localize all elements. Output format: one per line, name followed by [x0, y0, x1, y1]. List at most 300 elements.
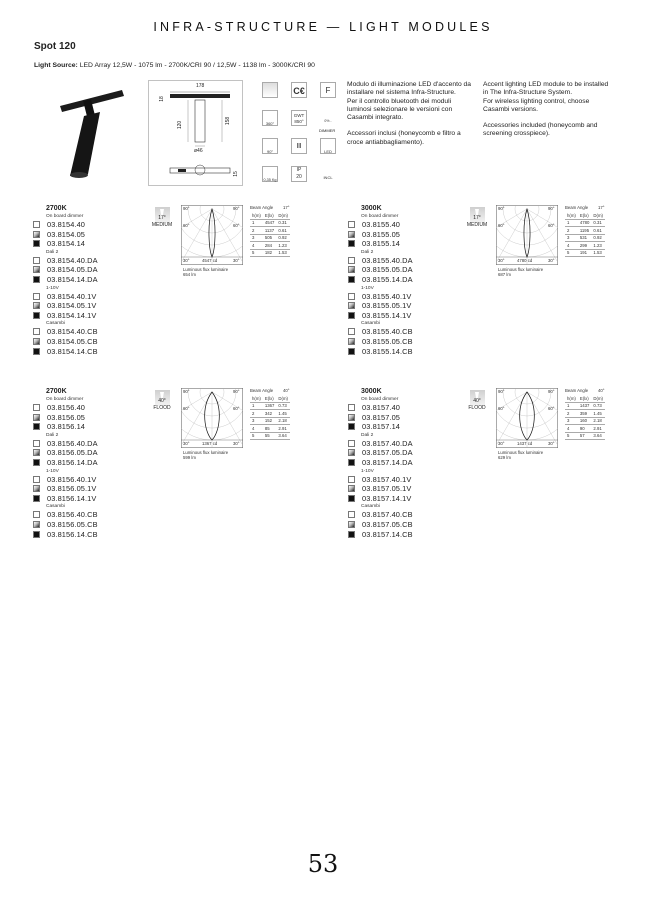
product-code: 03.8155.40.1V: [362, 291, 412, 301]
finish-swatch: [33, 521, 40, 528]
finish-swatch: [348, 221, 355, 228]
product-code: 03.8154.40.1V: [47, 291, 97, 301]
beam-angle: 17°: [473, 215, 481, 221]
finish-swatch: [33, 302, 40, 309]
finish-swatch: [33, 338, 40, 345]
product-code: 03.8155.05.DA: [362, 265, 413, 275]
dim-15: 15: [232, 171, 239, 177]
luminous-flux-value: 654 lm: [183, 272, 196, 277]
angle-60-left: 60°: [498, 406, 505, 411]
beam-table-title: Beam Angle 17°: [565, 205, 605, 210]
center-intensity: 4547 cd: [202, 258, 218, 263]
product-code: 03.8155.05.CB: [362, 337, 413, 346]
finish-swatch: [348, 302, 355, 309]
product-code: 03.8157.14: [362, 422, 400, 432]
angle-30-left: 30°: [183, 258, 190, 263]
beam-table-cell: 191: [578, 249, 592, 257]
dimmer-label: DIMMER: [319, 128, 336, 133]
angle-30-left: 30°: [498, 441, 505, 446]
honeycomb-icon: Ⅲ: [291, 138, 307, 154]
product-code: 03.8154.14.DA: [47, 275, 98, 284]
finish-swatch: [348, 293, 355, 300]
product-block-2700k-medium: [33, 205, 333, 375]
beam-table-cell: 505: [263, 234, 277, 242]
product-block-3000k-flood: [348, 388, 646, 558]
beam-table-title: Beam Angle 40°: [565, 388, 605, 393]
table-row: [565, 402, 605, 410]
beam-table-header: D(m): [278, 395, 288, 401]
angle-60-left: 60°: [183, 406, 190, 411]
product-code: 03.8156.05.1V: [47, 484, 97, 494]
beam-table-grid: [250, 212, 290, 257]
luminous-flux-label: Luminous flux luminaire: [183, 267, 229, 272]
dim-158: 158: [225, 116, 232, 126]
beam-table-cell: 0.31: [591, 219, 605, 227]
table-row: [250, 249, 290, 257]
rotate-360-icon: 360°: [262, 110, 278, 126]
group-label: Casambi: [361, 321, 380, 327]
beam-table-cell: 1.45: [276, 410, 290, 418]
table-row: [250, 227, 290, 235]
table-row: [250, 425, 290, 433]
finish-swatch: [348, 414, 355, 421]
table-row: [565, 425, 605, 433]
product-code: 03.8154.14.CB: [47, 346, 98, 356]
beam-table-cell: 3: [250, 234, 263, 242]
beam-table-cell: 0.61: [276, 227, 290, 235]
finish-swatch: [348, 328, 355, 335]
beam-table-cell: 160: [578, 417, 592, 425]
luminous-flux-label: Luminous flux luminaire: [498, 267, 544, 272]
beam-table-cell: 2: [250, 410, 263, 418]
finish-swatch: [33, 257, 40, 264]
table-row: [250, 219, 290, 227]
finish-swatch: [33, 328, 40, 335]
product-code: 03.8157.14.DA: [362, 458, 413, 467]
product-block-2700k-flood: [33, 388, 333, 558]
finish-swatch: [348, 257, 355, 264]
cct-label: 3000K: [361, 388, 382, 395]
table-row: [565, 410, 605, 418]
angle-30-right: 30°: [233, 258, 240, 263]
product-code: 03.8154.40.DA: [47, 255, 98, 265]
beam-table-cell: 4: [250, 242, 263, 250]
finish-swatch: [33, 348, 40, 355]
group-label: 1-10V: [361, 285, 374, 291]
product-code: 03.8155.14.CB: [362, 346, 413, 356]
finish-swatch: [348, 338, 355, 345]
table-row: [565, 219, 605, 227]
luminous-flux-value: 599 lm: [183, 455, 196, 460]
finish-swatch: [33, 485, 40, 492]
group-label: On board dimmer: [46, 397, 84, 402]
beam-table-cell: 1: [250, 219, 263, 227]
beam-table-cell: 2: [565, 410, 578, 418]
table-row: [565, 234, 605, 242]
finish-swatch: [348, 459, 355, 466]
finish-swatch: [348, 449, 355, 456]
product-code: 03.8156.05: [47, 412, 85, 422]
product-code: 03.8154.05.DA: [47, 265, 98, 275]
finish-swatch: [348, 521, 355, 528]
beam-table: [250, 388, 290, 440]
beam-name: FLOOD: [153, 405, 171, 411]
finish-swatch: [348, 276, 355, 283]
product-code: 03.8155.14.DA: [362, 275, 413, 284]
center-intensity: 1437 cd: [517, 441, 533, 446]
product-code: 03.8155.05.1V: [362, 301, 412, 311]
desc-en-2: For wireless lighting control, choose Casambi versions.: [483, 97, 590, 113]
desc-it-2: Per il controllo bluetooth dei moduli luminosi selezionare le versioni con Casambi integrato.: [347, 97, 453, 122]
product-code: 03.8156.14.1V: [47, 493, 97, 503]
beam-table-header: h(m): [567, 212, 576, 218]
beam-table-header: E(lx): [263, 395, 277, 402]
finish-swatch: [348, 495, 355, 502]
beam-table-cell: 2: [250, 227, 263, 235]
beam-table-cell: 3.64: [591, 432, 605, 440]
group-label: On board dimmer: [361, 214, 399, 219]
finish-swatch: [33, 266, 40, 273]
desc-en-3: Accessories included (honeycomb and screening crosspiece).: [483, 122, 598, 138]
cct-label: 2700K: [46, 388, 67, 395]
beam-table-cell: 182: [263, 249, 277, 257]
product-code: 03.8157.05.DA: [362, 448, 413, 458]
polar-diagram: [181, 205, 243, 265]
beam-table-grid: [565, 212, 605, 257]
finish-swatch: [33, 221, 40, 228]
angle-60-right: 60°: [548, 223, 555, 228]
description-italian: [347, 81, 475, 147]
angle-90-left: 90°: [498, 389, 505, 394]
product-code: 03.8155.40.DA: [362, 255, 413, 265]
angle-90-left: 90°: [498, 206, 505, 211]
finish-swatch: [33, 231, 40, 238]
beam-table-title: Beam Angle 17°: [250, 205, 290, 210]
table-row: [250, 234, 290, 242]
angle-90-right: 90°: [548, 389, 555, 394]
beam-table-cell: 1: [250, 402, 263, 410]
dim-18: 18: [158, 96, 165, 102]
center-intensity: 4780 cd: [517, 258, 533, 263]
product-code: 03.8157.40: [362, 403, 400, 412]
finish-swatch: [348, 266, 355, 273]
table-row: [250, 432, 290, 440]
beam-table-cell: 4: [250, 425, 263, 433]
beam-table-cell: 1: [565, 219, 578, 227]
f-mark-icon: F: [320, 82, 336, 98]
beam-table-cell: 1.23: [276, 242, 290, 250]
product-code: 03.8156.14.DA: [47, 458, 98, 467]
finish-swatch: [33, 276, 40, 283]
product-photo: [40, 86, 130, 196]
product-code: 03.8154.05.1V: [47, 301, 97, 311]
angle-60-left: 60°: [498, 223, 505, 228]
beam-table-cell: 531: [578, 234, 592, 242]
beam-table-cell: 3.64: [276, 432, 290, 440]
beam-table-header: D(m): [593, 212, 603, 218]
finish-swatch: [348, 240, 355, 247]
cct-label: 2700K: [46, 205, 67, 212]
light-source-label: Light Source:: [34, 62, 78, 69]
beam-table-cell: 1.23: [591, 242, 605, 250]
product-code: 03.8155.05: [362, 229, 400, 239]
beam-table-title: Beam Angle 40°: [250, 388, 290, 393]
finish-swatch: [348, 511, 355, 518]
beam-table-cell: 1: [565, 402, 578, 410]
beam-table-cell: 284: [263, 242, 277, 250]
beam-icon: [262, 82, 278, 98]
beam-table-cell: 3: [565, 234, 578, 242]
beam-table-cell: 152: [263, 417, 277, 425]
polar-diagram: [181, 388, 243, 448]
product-code: 03.8157.05.CB: [362, 520, 413, 529]
finish-swatch: [348, 440, 355, 447]
polar-diagram: [496, 388, 558, 448]
beam-table-header: D(m): [278, 212, 288, 218]
angle-90-right: 90°: [548, 206, 555, 211]
angle-30-left: 30°: [183, 441, 190, 446]
beam-table-cell: 4: [565, 242, 578, 250]
beam-table-grid: [250, 395, 290, 440]
beam-table-header: D(m): [593, 395, 603, 401]
led-included-icon: LED INCL: [320, 138, 336, 154]
angle-90-right: 90°: [233, 389, 240, 394]
product-code: 03.8156.14: [47, 422, 85, 432]
product-code: 03.8156.40.CB: [47, 510, 98, 520]
product-code: 03.8157.05: [362, 412, 400, 422]
table-row: [565, 417, 605, 425]
beam-table-cell: 90: [578, 425, 592, 433]
ip-rating-icon: IP 20: [291, 166, 307, 182]
table-row: [250, 402, 290, 410]
finish-swatch: [33, 312, 40, 319]
angle-30-left: 30°: [498, 258, 505, 263]
beam-table-header: E(lx): [578, 212, 592, 219]
angle-60-right: 60°: [233, 223, 240, 228]
beam-table-cell: 5: [250, 249, 263, 257]
beam-table-cell: 0.73: [276, 402, 290, 410]
dim-46: ø46: [194, 148, 203, 154]
beam-table-header: h(m): [252, 212, 261, 218]
luminous-flux-label: Luminous flux luminaire: [183, 450, 229, 455]
beam-table-cell: 2: [565, 227, 578, 235]
angle-30-right: 30°: [548, 258, 555, 263]
finish-swatch: [33, 476, 40, 483]
product-code: 03.8155.14.1V: [362, 310, 412, 320]
beam-angle: 40°: [158, 398, 166, 404]
beam-table-cell: 55: [263, 432, 277, 440]
finish-swatch: [348, 423, 355, 430]
beam-table-cell: 0.31: [276, 219, 290, 227]
angle-90-left: 90°: [183, 389, 190, 394]
group-label: 1-10V: [46, 468, 59, 474]
product-code: 03.8156.40.1V: [47, 474, 97, 484]
group-label: 1-10V: [361, 468, 374, 474]
beam-table-cell: 0.61: [591, 227, 605, 235]
group-label: Dali 2: [361, 249, 374, 255]
group-label: Dali 2: [361, 432, 374, 438]
light-source-line: [34, 62, 315, 69]
beam-table-cell: 1367: [264, 403, 275, 409]
polar-diagram: [496, 205, 558, 265]
beam-table-header: E(lx): [263, 212, 277, 219]
product-code: 03.8154.40.CB: [47, 327, 98, 337]
angle-60-right: 60°: [233, 406, 240, 411]
product-code: 03.8155.40: [362, 220, 400, 229]
product-code: 03.8156.05.DA: [47, 448, 98, 458]
group-label: Casambi: [46, 321, 65, 327]
product-code: 03.8156.40.DA: [47, 438, 98, 448]
group-label: On board dimmer: [46, 214, 84, 219]
desc-it-3: Accessori inclusi (honeycomb e filtro a croce antiabbagliamento).: [347, 130, 461, 146]
table-row: [565, 432, 605, 440]
group-label: Dali 2: [46, 432, 59, 438]
beam-table: [565, 205, 605, 257]
finish-swatch: [33, 404, 40, 411]
finish-swatch: [33, 511, 40, 518]
angle-30-right: 30°: [233, 441, 240, 446]
product-title: Spot 120: [34, 41, 76, 52]
beam-table-cell: 3: [250, 417, 263, 425]
beam-table-cell: 0.92: [591, 234, 605, 242]
page-header: INFRA-STRUCTURE — LIGHT MODULES: [153, 20, 493, 34]
finish-swatch: [348, 485, 355, 492]
luminous-flux-value: 629 lm: [498, 455, 511, 460]
dimmer-icon: 0% -: [320, 108, 336, 124]
page-number: 53: [307, 850, 339, 878]
beam-table-cell: 5: [250, 432, 263, 440]
beam-angle: 40°: [473, 398, 481, 404]
finish-swatch: [348, 348, 355, 355]
product-code: 03.8154.14.1V: [47, 310, 97, 320]
table-row: [565, 242, 605, 250]
product-code: 03.8157.05.1V: [362, 484, 412, 494]
finish-swatch: [33, 423, 40, 430]
gwt-icon: GWT 850°: [291, 110, 307, 126]
finish-swatch: [33, 414, 40, 421]
group-label: 1-10V: [46, 285, 59, 291]
angle-30-right: 30°: [548, 441, 555, 446]
beam-table-cell: 57: [578, 432, 592, 440]
finish-swatch: [348, 312, 355, 319]
light-source-text: LED Array 12,5W - 1075 lm - 2700K/CRI 90 / 12,5W - 1138 lm - 3000K/CRI 90: [79, 62, 315, 69]
beam-table-cell: 1.45: [591, 410, 605, 418]
beam-table-header: h(m): [252, 395, 261, 401]
angle-90-left: 90°: [183, 206, 190, 211]
beam-table-cell: 359: [578, 410, 592, 418]
dim-120: 120: [177, 120, 184, 130]
beam-table-cell: 2.91: [591, 425, 605, 433]
product-code: 03.8157.40.CB: [362, 510, 413, 520]
weight-icon: 0,35 Kg: [262, 166, 278, 182]
desc-it-1: Modulo di illuminazione LED d'accento da installare nel sistema Infra-Structure.: [347, 81, 471, 97]
beam-table-cell: 3: [565, 417, 578, 425]
product-code: 03.8157.40.1V: [362, 474, 412, 484]
tilt-90-icon: 90°: [262, 138, 278, 154]
product-code: 03.8156.14.CB: [47, 529, 98, 539]
beam-name: FLOOD: [468, 405, 486, 411]
beam-table-cell: 5: [565, 249, 578, 257]
luminous-flux-label: Luminous flux luminaire: [498, 450, 544, 455]
table-row: [250, 417, 290, 425]
product-code: 03.8156.05.CB: [47, 520, 98, 529]
beam-table-cell: 1.53: [591, 249, 605, 257]
beam-name: MEDIUM: [466, 222, 488, 228]
beam-table-cell: 2.18: [591, 417, 605, 425]
finish-swatch: [348, 531, 355, 538]
product-code: 03.8157.14.CB: [362, 529, 413, 539]
description-english: [483, 81, 611, 139]
beam-table-cell: 85: [263, 425, 277, 433]
product-code: 03.8156.40: [47, 403, 85, 412]
cct-label: 3000K: [361, 205, 382, 212]
finish-swatch: [33, 449, 40, 456]
group-label: Casambi: [46, 504, 65, 510]
dim-178: 178: [196, 83, 205, 89]
group-label: Casambi: [361, 504, 380, 510]
beam-table-cell: 4780: [579, 220, 590, 226]
beam-table-cell: 342: [263, 410, 277, 418]
desc-en-1: Accent lighting LED module to be installed in The Infra-Structure System.: [483, 81, 609, 97]
center-intensity: 1367 cd: [202, 441, 218, 446]
group-label: On board dimmer: [361, 397, 399, 402]
table-row: [565, 227, 605, 235]
product-code: 03.8157.14.1V: [362, 493, 412, 503]
product-code: 03.8155.40.CB: [362, 327, 413, 337]
beam-table-cell: 1.53: [276, 249, 290, 257]
product-code: 03.8155.14: [362, 239, 400, 249]
product-code: 03.8154.40: [47, 220, 85, 229]
finish-swatch: [33, 240, 40, 247]
product-code: 03.8154.05.CB: [47, 337, 98, 346]
beam-table-cell: 0.73: [591, 402, 605, 410]
ce-mark-icon: C€: [291, 82, 307, 98]
table-row: [250, 410, 290, 418]
beam-table: [565, 388, 605, 440]
beam-table-cell: 1195: [578, 227, 592, 235]
angle-90-right: 90°: [233, 206, 240, 211]
finish-swatch: [33, 459, 40, 466]
beam-table: [250, 205, 290, 257]
product-block-3000k-medium: [348, 205, 646, 375]
beam-table-cell: 2.18: [276, 417, 290, 425]
product-code: 03.8154.05: [47, 229, 85, 239]
product-code: 03.8154.14: [47, 239, 85, 249]
beam-angle: 17°: [158, 215, 166, 221]
finish-swatch: [348, 231, 355, 238]
angle-60-left: 60°: [183, 223, 190, 228]
table-row: [250, 242, 290, 250]
angle-60-right: 60°: [548, 406, 555, 411]
finish-swatch: [348, 476, 355, 483]
group-label: Dali 2: [46, 249, 59, 255]
beam-table-cell: 0.92: [276, 234, 290, 242]
beam-table-header: h(m): [567, 395, 576, 401]
finish-swatch: [33, 440, 40, 447]
beam-table-cell: 5: [565, 432, 578, 440]
beam-table-grid: [565, 395, 605, 440]
beam-table-cell: 2.91: [276, 425, 290, 433]
beam-name: MEDIUM: [151, 222, 173, 228]
finish-swatch: [33, 293, 40, 300]
finish-swatch: [33, 531, 40, 538]
product-code: 03.8157.40.DA: [362, 438, 413, 448]
finish-swatch: [348, 404, 355, 411]
beam-table-cell: 4: [565, 425, 578, 433]
beam-table-cell: 1137: [263, 227, 277, 235]
luminous-flux-value: 687 lm: [498, 272, 511, 277]
beam-table-cell: 1437: [579, 403, 590, 409]
